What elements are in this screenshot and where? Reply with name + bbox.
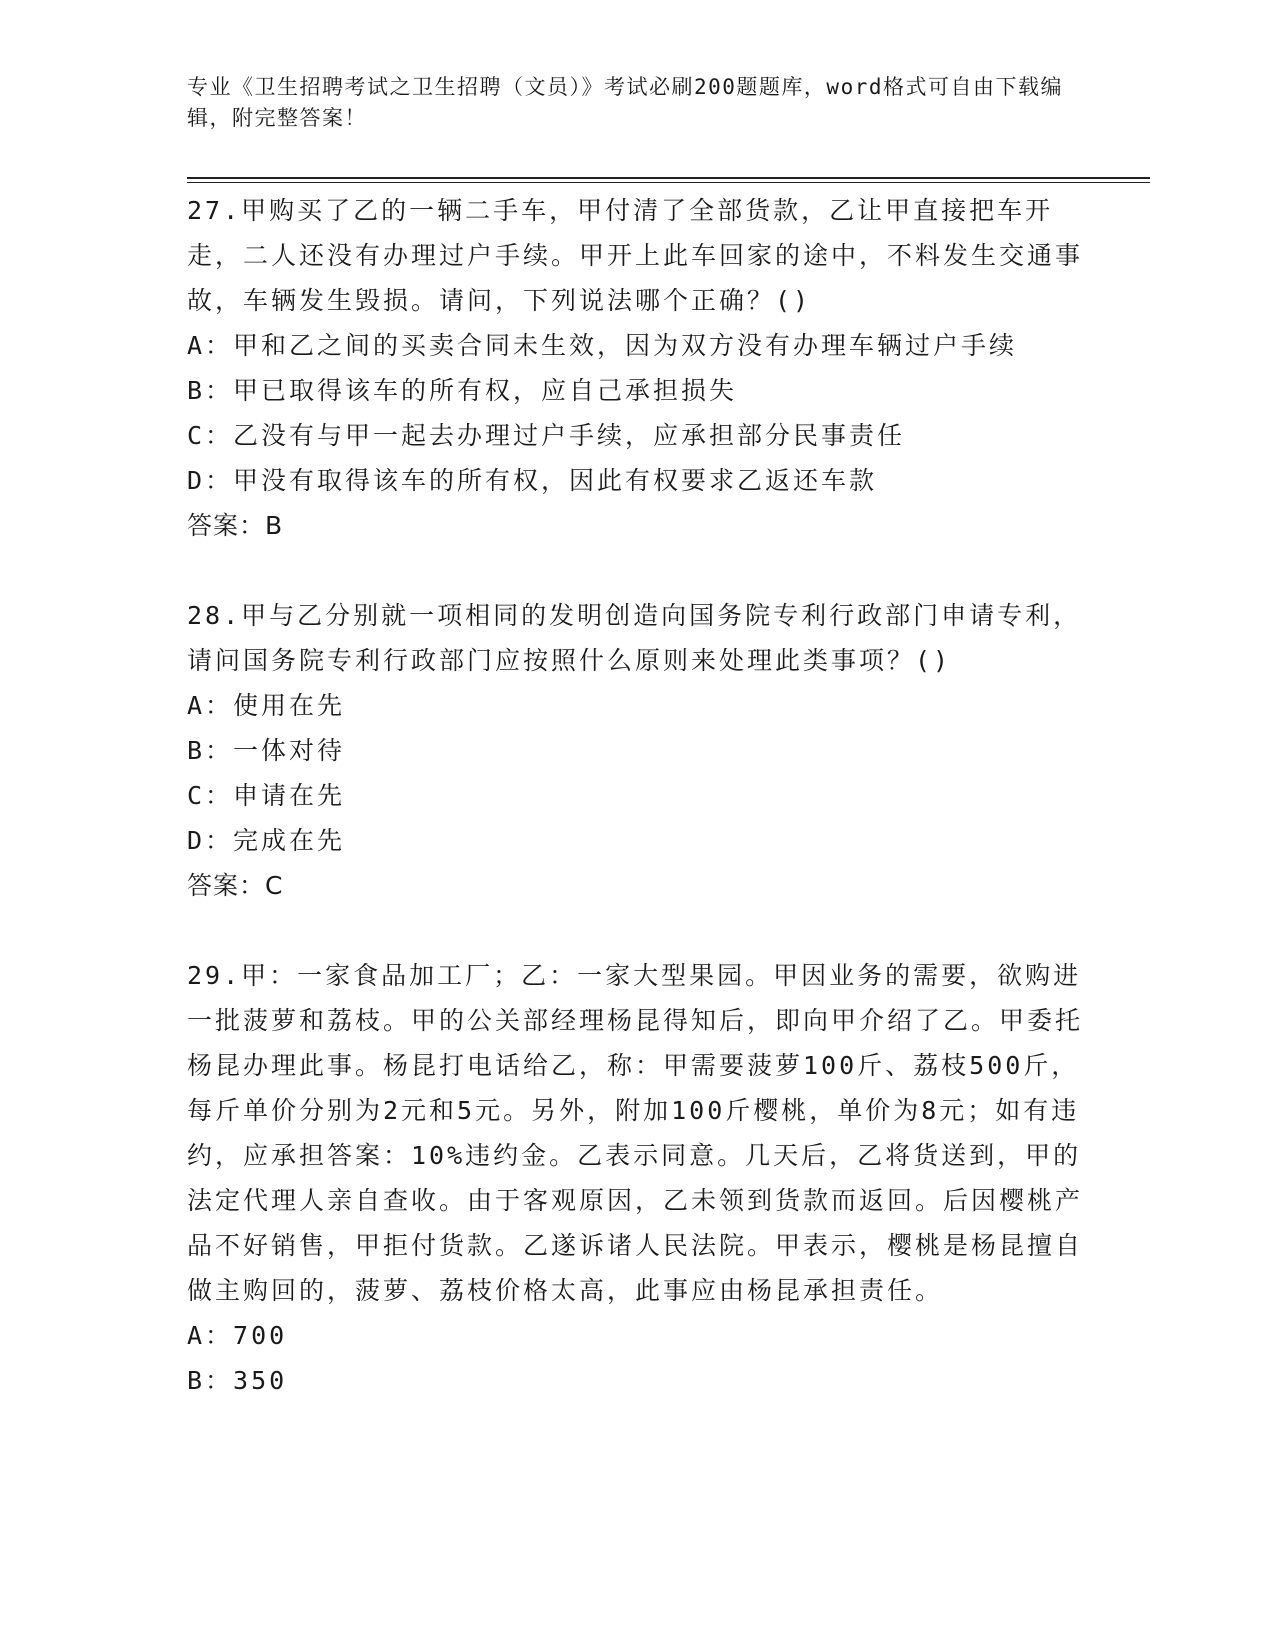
question-stem: 29.甲：一家食品加工厂；乙：一家大型果园。甲因业务的需要，欲购进一批菠萝和荔枝。甲的公关部经理杨昆得知后，即向甲介绍了乙。甲委托杨昆办理此事。杨昆打电话给乙，称：甲需要菠萝100斤、荔枝500斤，每斤单价分别为2元和5元。另外，附加100斤樱桃，单价为8元；如有违约，应承担答案：10%违约金。乙表示同意。几天后，乙将货送到，甲的法定代理人亲自查收。由于客观原因，乙未领到货款而返回。后因樱桃产品不好销售，甲拒付货款。乙遂诉诸人民法院。甲表示，樱桃是杨昆擅自做主购回的，菠萝、荔枝价格太高，此事应由杨昆承担责任。 — [187, 961, 1084, 1305]
option-a: A：使用在先 — [187, 691, 346, 720]
header-divider-thin — [187, 182, 1150, 183]
option-b: B：350 — [187, 1366, 288, 1395]
option-b: B：甲已取得该车的所有权，应自己承担损失 — [187, 376, 738, 405]
answer-label: 答案：B — [187, 511, 284, 540]
question-stem: 28.甲与乙分别就一项相同的发明创造向国务院专利行政部门申请专利，请问国务院专利行政部门应按照什么原则来处理此类事项？() — [187, 601, 1082, 675]
question-28 — [187, 593, 1087, 908]
option-d: D：甲没有取得该车的所有权，因此有权要求乙返还车款 — [187, 466, 878, 495]
option-c: C：申请在先 — [187, 781, 346, 810]
document-header: 专业《卫生招聘考试之卫生招聘（文员）》考试必刷200题题库，word格式可自由下载编辑，附完整答案！ — [187, 75, 1063, 130]
header-divider-thick — [187, 177, 1150, 179]
spacer — [187, 548, 1087, 593]
question-list — [187, 188, 1087, 1403]
option-a: A：700 — [187, 1321, 288, 1350]
option-b: B：一体对待 — [187, 736, 346, 765]
answer-label: 答案：C — [187, 871, 284, 900]
question-29 — [187, 953, 1087, 1403]
spacer — [187, 908, 1087, 953]
question-27 — [187, 188, 1087, 548]
option-d: D：完成在先 — [187, 826, 346, 855]
question-stem: 27.甲购买了乙的一辆二手车，甲付清了全部货款，乙让甲直接把车开走，二人还没有办理过户手续。甲开上此车回家的途中，不料发生交通事故，车辆发生毁损。请问，下列说法哪个正确？() — [187, 196, 1084, 315]
option-c: C：乙没有与甲一起去办理过户手续，应承担部分民事责任 — [187, 421, 906, 450]
option-a: A：甲和乙之间的买卖合同未生效，因为双方没有办理车辆过户手续 — [187, 331, 1018, 360]
